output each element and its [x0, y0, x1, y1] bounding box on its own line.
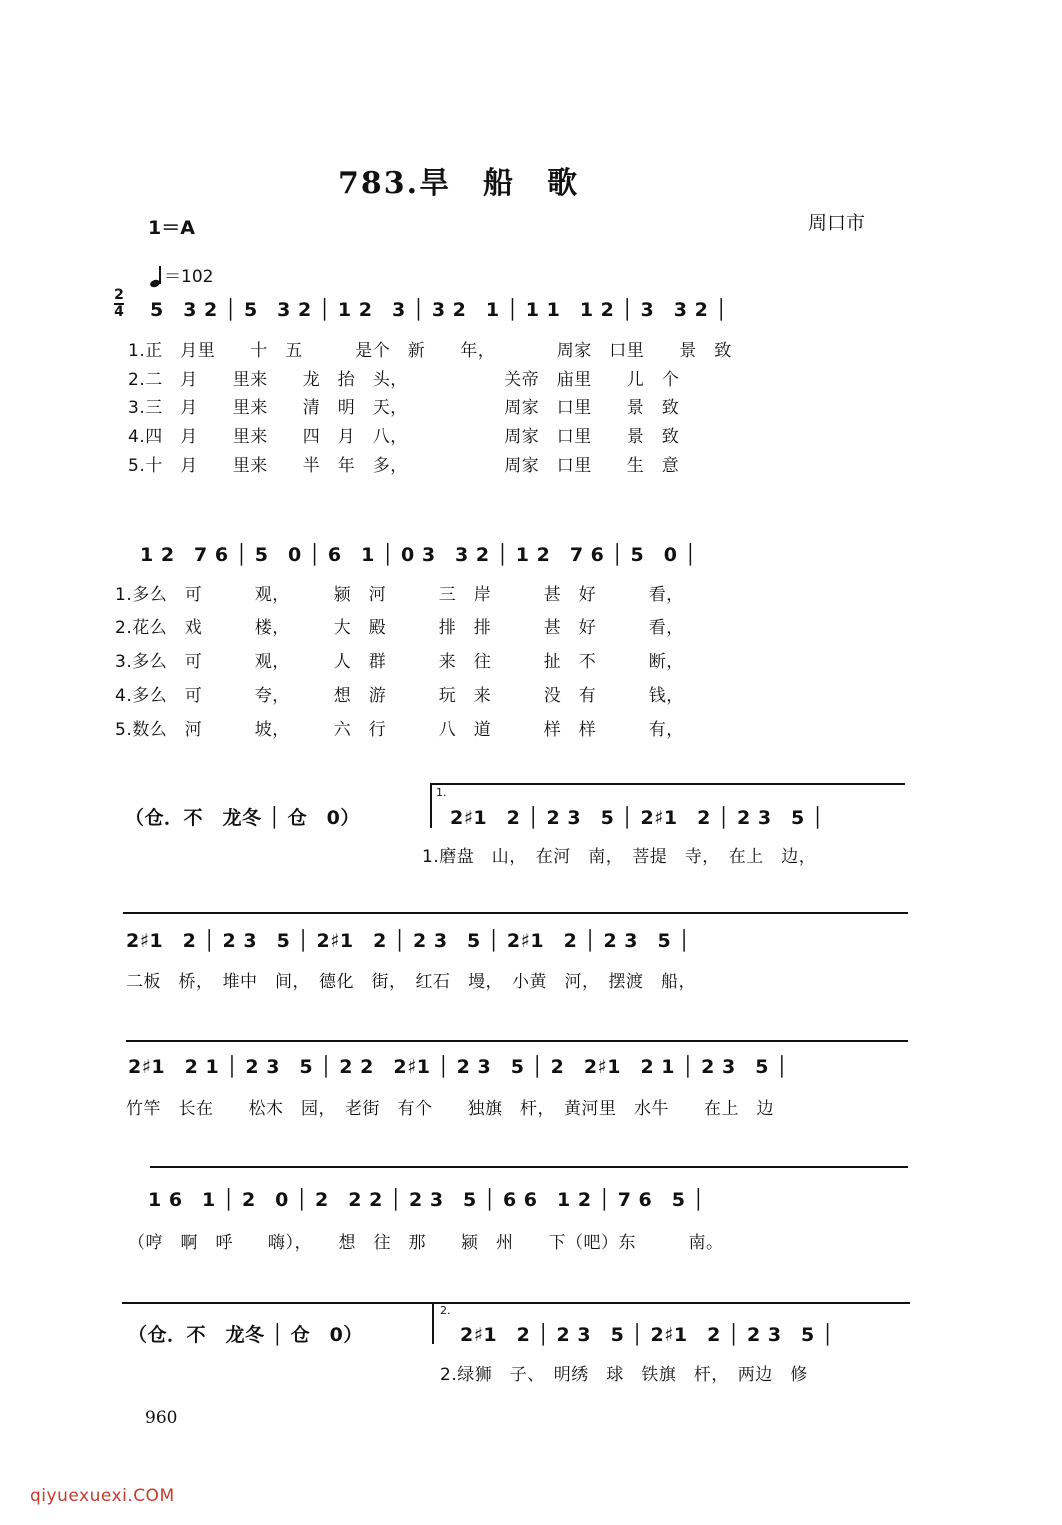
score-line-2-lyric-1: 1.多么 可 观， 颍 河 三 岸 甚 好 看， [115, 585, 684, 605]
score-line-1-lyric-2: 2.二 月 里来 龙 抬 头， 关帝 庙里 儿 个 [128, 370, 680, 390]
volta-2: 2. [440, 1304, 451, 1317]
score-line-2-lyric-3: 3.多么 可 观， 人 群 来 往 扯 不 断， [115, 652, 684, 672]
score-line-1-lyric-3: 3.三 月 里来 清 明 天， 周家 口里 景 致 [128, 398, 680, 418]
score-line-2-lyric-4: 4.多么 可 夸， 想 游 玩 来 没 有 钱， [115, 686, 684, 706]
score-line-1-lyric-5: 5.十 月 里来 半 年 多， 周家 口里 生 意 [128, 456, 680, 476]
time-signature-top: 2 [114, 287, 124, 303]
score-line-3-lyric: 1.磨盘 山， 在河 南， 菩提 寺， 在上 边， [422, 847, 817, 867]
score-line-3-notes: 2♯1 2 │ 2 3 5 │ 2♯1 2 │ 2 3 5 │ [450, 807, 824, 829]
score-line-4-lyric: 二板 桥， 堆中 间， 德化 街， 红石 墁， 小黄 河， 摆渡 船， [126, 972, 696, 992]
watermark-text: qiyuexuexi.COM [30, 1486, 175, 1506]
tempo-value: ＝102 [164, 267, 214, 287]
score-line-7-interlude: （仓．不 龙冬 │ 仓 0） [128, 1324, 363, 1346]
score-line-1-lyric-4: 4.四 月 里来 四 月 八， 周家 口里 景 致 [128, 427, 680, 447]
time-signature [113, 288, 125, 320]
score-line-2-lyric-2: 2.花么 戏 楼， 大 殿 排 排 甚 好 看， [115, 618, 684, 638]
quarter-note-icon [150, 267, 164, 287]
song-title: 783.旱 船 歌 [338, 166, 580, 201]
volta-1: 1. [436, 786, 447, 799]
score-line-1-lyric-1: 1.正 月里 十 五 是个 新 年， 周家 口里 景 致 [128, 341, 732, 361]
score-line-5-lyric: 竹竿 长在 松木 园， 老街 有个 独旗 杆， 黄河里 水牛 在上 边 [126, 1099, 774, 1119]
score-line-2-notes: 1 2 7 6 │ 5 0 │ 6 1 │ 0 3 3 2 │ 1 2 7 6 │ 5 0 │ [140, 544, 697, 566]
score-line-5-notes: 2♯1 2 1 │ 2 3 5 │ 2 2 2♯1 │ 2 3 5 │ 2 2♯1 2 1 │ 2 3 5 │ [128, 1056, 789, 1078]
time-signature-bottom: 4 [114, 304, 124, 320]
page-number: 960 [145, 1408, 178, 1428]
tempo-marking [150, 262, 213, 287]
score-line-7-notes: 2♯1 2 │ 2 3 5 │ 2♯1 2 │ 2 3 5 │ [460, 1324, 834, 1346]
score-line-4-notes: 2♯1 2 │ 2 3 5 │ 2♯1 2 │ 2 3 5 │ 2♯1 2 │ 2 3 5 │ [126, 930, 691, 952]
score-line-2-lyric-5: 5.数么 河 坡， 六 行 八 道 样 样 有， [115, 720, 684, 740]
score-line-3-interlude: （仓．不 龙冬 │ 仓 0） [125, 807, 360, 829]
key-signature: 1＝A [148, 217, 195, 239]
score-line-1-notes: 5 3 2 │ 5 3 2 │ 1 2 3 │ 3 2 1 │ 1 1 1 2 │ 3 3 2 │ [150, 299, 728, 321]
score-line-7-lyric: 2.绿狮 子、 明绣 球 铁旗 杆， 两边 修 [440, 1365, 808, 1385]
region-label: 周口市 [808, 212, 866, 234]
score-line-6-notes: 1 6 1 │ 2 0 │ 2 2 2 │ 2 3 5 │ 6 6 1 2 │ 7 6 5 │ [148, 1189, 705, 1211]
score-line-6-lyric: （哼 啊 呼 嗨）， 想 往 那 颍 州 下（吧）东 南。 [128, 1233, 724, 1253]
